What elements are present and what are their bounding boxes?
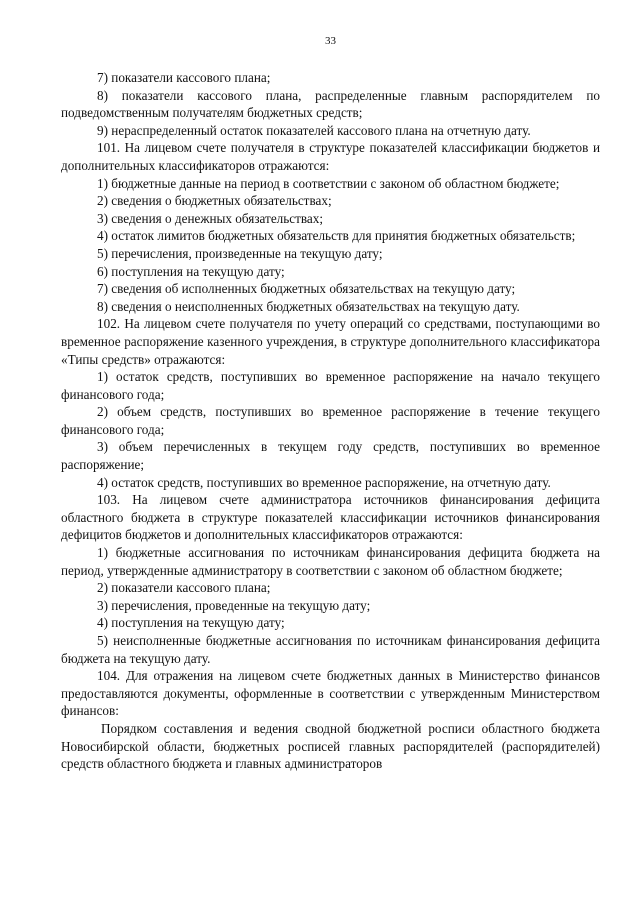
paragraph: 7) сведения об исполненных бюджетных обязательствах на текущую дату; [97, 281, 516, 297]
paragraph: 1) остаток средств, поступивших во временное распоряжение на начало текущего финансового года; [61, 369, 600, 402]
paragraph: 104. Для отражения на лицевом счете бюджетных данных в Министерство финансов предоставляются документы, оформленные в соответствии с утвержденным Министерством финансов: [61, 668, 600, 719]
document-body [61, 69, 600, 773]
paragraph: 7) показатели кассового плана; [97, 70, 271, 85]
paragraph: 101. На лицевом счете получателя в структуре показателей классификации бюджетов и дополнительных классификаторов отражаются: [61, 140, 600, 173]
paragraph: 5) перечисления, произведенные на текущую дату; [97, 245, 383, 261]
paragraph: 8) сведения о неисполненных бюджетных обязательствах на текущую дату. [97, 298, 520, 314]
paragraph: 5) неисполненные бюджетные ассигнования по источникам финансирования дефицита бюджета на текущую дату. [61, 633, 600, 666]
paragraph: 1) бюджетные ассигнования по источникам финансирования дефицита бюджета на период, утвержденные администратору в соответствии с законом об областном бюджете; [61, 545, 600, 578]
paragraph: 4) остаток лимитов бюджетных обязательств для принятия бюджетных обязательств; [97, 228, 576, 244]
paragraph: Порядком составления и ведения сводной бюджетной росписи областного бюджета Новосибирской области, бюджетных росписей главных распорядителей (распорядителей) средств областного бюджета и главных администраторов [61, 720, 600, 772]
paragraph: 8) показатели кассового плана, распределенные главным распорядителем по подведомственным получателям бюджетных средств; [61, 87, 600, 121]
page-number: 33 [325, 35, 336, 47]
paragraph: 103. На лицевом счете администратора источников финансирования дефицита областного бюджета в структуре показателей классификации источников финансирования дефицитов бюджетов и дополнительных классификаторов отражаются: [61, 492, 600, 543]
paragraph: 6) поступления на текущую дату; [97, 263, 285, 279]
paragraph: 3) объем перечисленных в текущем году средств, поступивших во временное распоряжение; [61, 439, 600, 473]
paragraph: 4) остаток средств, поступивших во временное распоряжение, на отчетную дату. [97, 474, 551, 490]
paragraph: 4) поступления на текущую дату; [97, 615, 285, 631]
paragraph: 3) сведения о денежных обязательствах; [97, 210, 324, 226]
paragraph: 9) нераспределенный остаток показателей кассового плана на отчетную дату. [97, 122, 531, 138]
paragraph: 1) бюджетные данные на период в соответствии с законом об областном бюджете; [97, 175, 560, 191]
paragraph: 102. На лицевом счете получателя по учету операций со средствами, поступающими во временное распоряжение казенного учреждения, в структуре дополнительного классификатора «Типы средств» отражаются: [61, 316, 600, 367]
paragraph: 2) сведения о бюджетных обязательствах; [97, 193, 332, 209]
paragraph: 3) перечисления, проведенные на текущую дату; [97, 597, 371, 613]
paragraph: 2) показатели кассового плана; [97, 580, 271, 596]
paragraph: 2) объем средств, поступивших во временное распоряжение в течение текущего финансового года; [61, 404, 600, 437]
